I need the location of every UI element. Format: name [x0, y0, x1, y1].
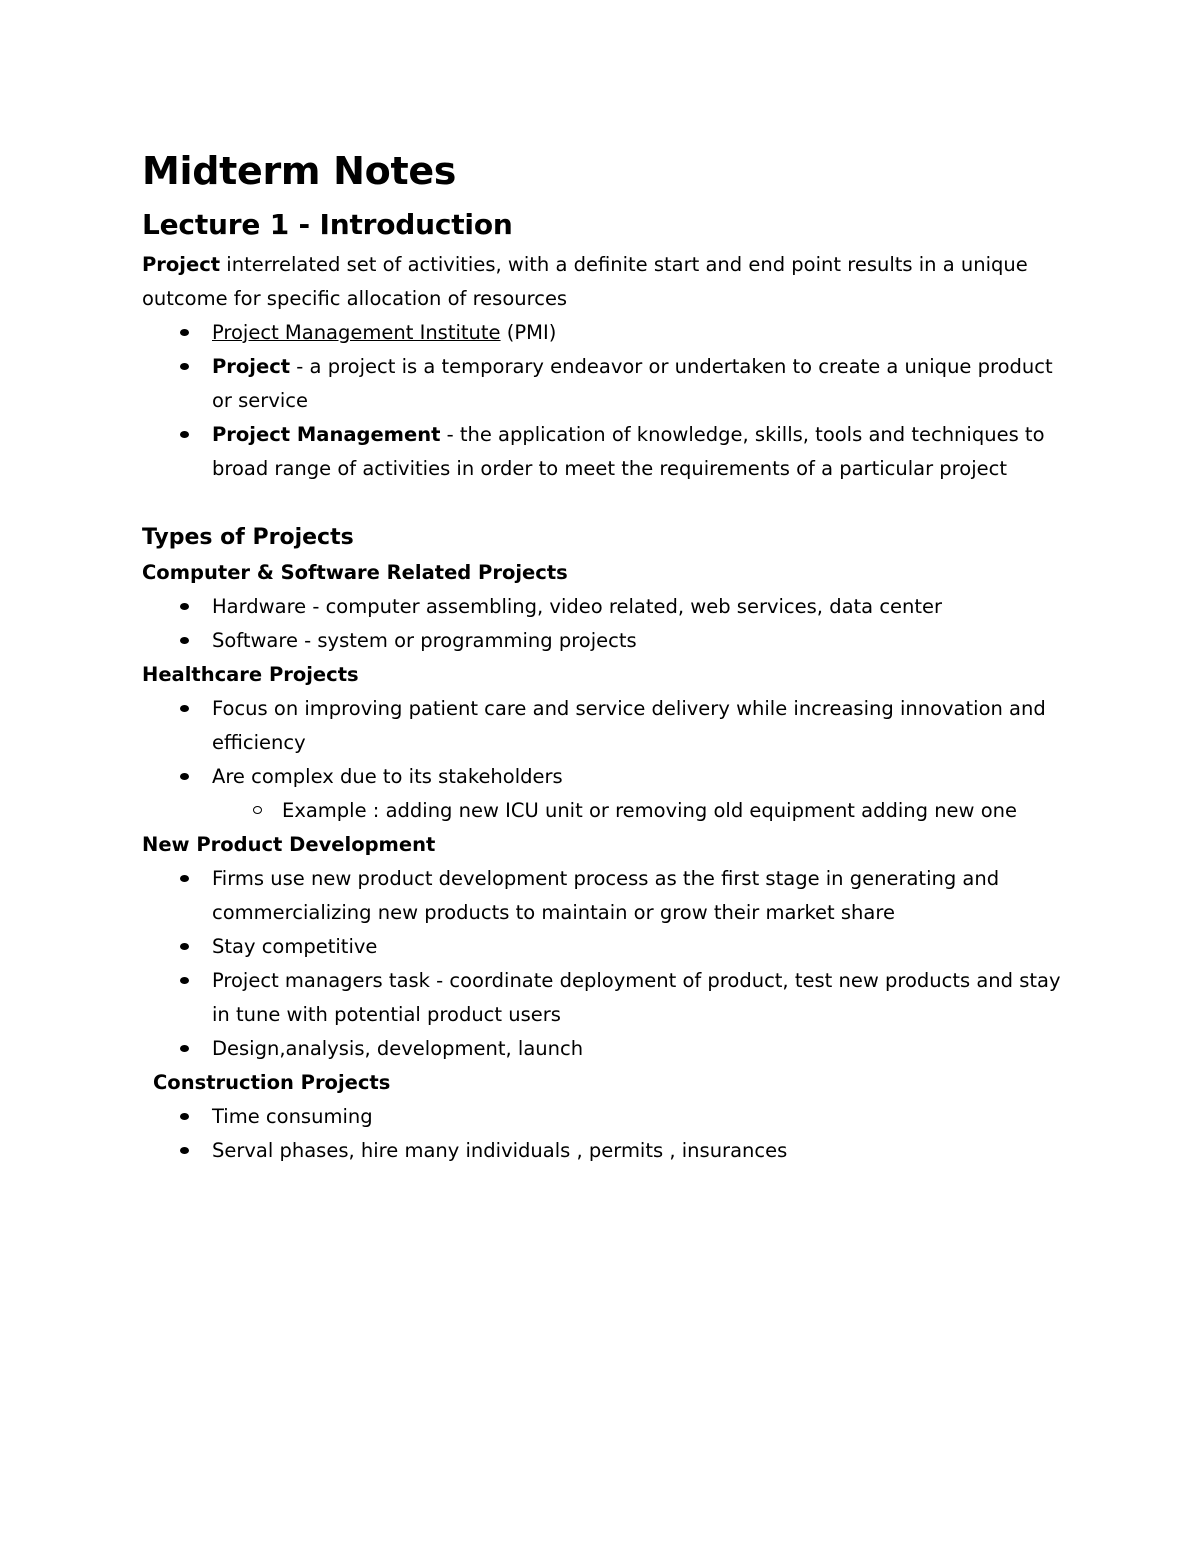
- computer-heading: Computer & Software Related Projects: [142, 561, 568, 584]
- project-text: - a project is a temporary endeavor or undertaken to create a unique product or service: [212, 355, 1053, 412]
- list-item: Time consuming: [212, 1100, 1072, 1134]
- healthcare-bullet-list: [142, 692, 1072, 828]
- npd-bullet-list: [142, 862, 1072, 1066]
- construction-heading: Construction Projects: [153, 1071, 391, 1094]
- construction-bullet-list: [142, 1100, 1072, 1168]
- list-item: [212, 316, 1072, 350]
- healthcare-sub-list: [212, 794, 1072, 828]
- list-item: Project managers task - coordinate deployment of product, test new products and stay in tune with potential product users: [212, 964, 1072, 1032]
- lecture-heading: Lecture 1 - Introduction: [142, 208, 513, 241]
- project-definition-text: interrelated set of activities, with a definite start and end point results in a unique outcome for specific allocation of resources: [142, 253, 1028, 310]
- document-page: [142, 140, 1072, 1168]
- list-item: Stay competitive: [212, 930, 1072, 964]
- pmi-abbrev: (PMI): [500, 321, 557, 344]
- project-term: Project: [212, 355, 291, 378]
- list-item: [212, 350, 1072, 418]
- list-item-text: Are complex due to its stakeholders: [212, 765, 563, 788]
- computer-bullet-list: [142, 590, 1072, 658]
- project-definition: [142, 248, 1072, 316]
- list-item: Software - system or programming projects: [212, 624, 1072, 658]
- project-term: Project: [142, 253, 221, 276]
- list-item: Serval phases, hire many individuals , permits , insurances: [212, 1134, 1072, 1168]
- types-heading: Types of Projects: [142, 525, 354, 550]
- npd-heading: New Product Development: [142, 833, 436, 856]
- spacer: [142, 486, 1072, 520]
- healthcare-heading: Healthcare Projects: [142, 663, 359, 686]
- project-management-term: Project Management: [212, 423, 441, 446]
- sub-list-item: Example : adding new ICU unit or removing old equipment adding new one: [282, 794, 1072, 828]
- list-item: [212, 418, 1072, 486]
- list-item: Hardware - computer assembling, video related, web services, data center: [212, 590, 1072, 624]
- list-item: Firms use new product development process as the first stage in generating and commercializing new products to maintain or grow their market share: [212, 862, 1072, 930]
- list-item: Focus on improving patient care and service delivery while increasing innovation and efficiency: [212, 692, 1072, 760]
- pmi-link[interactable]: Project Management Institute: [212, 321, 501, 344]
- project-management-text: - the application of knowledge, skills, tools and techniques to broad range of activities in order to meet the requirements of a particular project: [212, 423, 1045, 480]
- intro-bullet-list: [142, 316, 1072, 486]
- list-item: Design,analysis, development, launch: [212, 1032, 1072, 1066]
- list-item: [212, 760, 1072, 828]
- document-title: Midterm Notes: [142, 149, 457, 193]
